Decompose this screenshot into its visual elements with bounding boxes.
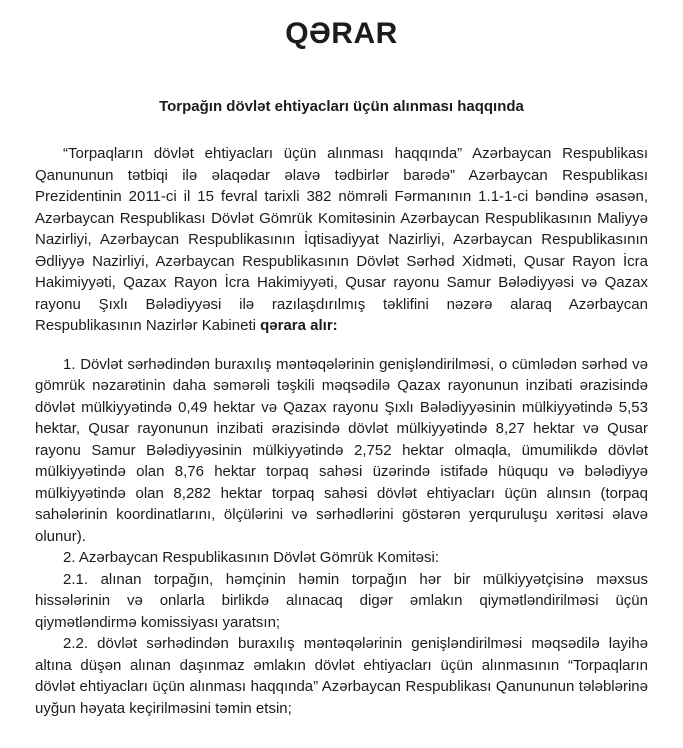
paragraph-2-1: 2.1. alınan torpağın, həmçinin həmin torpağın hər bir mülkiyyətçisinə məxsus hissələrinin və onlarla birlikdə alınacaq digər əmlakın qiymətləndirilməsi üçün qiymətləndirmə komissiyası yaratsın; bbox=[35, 570, 648, 631]
document-subtitle: Torpağın dövlət ehtiyacları üçün alınması haqqında bbox=[159, 98, 524, 115]
document-title: QƏRAR bbox=[285, 17, 398, 50]
intro-paragraph-text: “Torpaqların dövlət ehtiyacları üçün alınması haqqında” Azərbaycan Respublikası Qanununun tətbiqi ilə əlaqədar əlavə tədbirlər barədə” Azərbaycan Respublikası Prezidentinin 2011-ci il 15 fevral tarixli 382 nömrəli Fərmanının 1.1-1-ci bəndinə əsasən, Azərbaycan Respublikası Dövlət Gömrük Komitəsinin Azərbaycan Respublikasının Maliyyə Nazirliyi, Azərbaycan Respublikasının İqtisadiyyat Nazirliyi, Azərbaycan Respublikasının Ədliyyə Nazirliyi, Azərbaycan Respublikasının Dövlət Sərhəd Xidməti, Qusar Rayon İcra Hakimiyyəti, Qazax Rayon İcra Hakimiyyəti, Qusar rayonu Samur Bələdiyyəsi və Qazax rayonu Şıxlı Bələdiyyəsi ilə razılaşdırılmış təklifini nəzərə alaraq Azərbaycan Respublikasının Nazirlər Kabineti bbox=[35, 145, 648, 334]
intro-paragraph-bold-ending: qərara alır: bbox=[260, 317, 338, 334]
paragraph-2: 2. Azərbaycan Respublikasının Dövlət Gömrük Komitəsi: bbox=[63, 549, 440, 566]
intro-paragraph bbox=[35, 143, 648, 337]
paragraph-2-2: 2.2. dövlət sərhədindən buraxılış məntəqələrinin genişləndirilməsi məqsədilə layihə altına düşən alınan daşınmaz əmlakın dövlət ehtiyacları üçün alınmasının “Torpaqların dövlət ehtiyacları üçün alınması haqqında” Azərbaycan Respublikası Qanununun tələblərinə uyğun həyata keçirilməsini təmin etsin; bbox=[35, 635, 648, 717]
paragraph-1: 1. Dövlət sərhədindən buraxılış məntəqələrinin genişləndirilməsi, o cümlədən sərhəd və gömrük nəzarətinin daha səmərəli təşkili məqsədilə Qazax rayonunun inzibati ərazisində dövlət mülkiyyətində 0,49 hektar və Qazax rayonu Şıxlı Bələdiyyəsinin mülkiyyətində 5,53 hektar, Qusar rayonunun inzibati ərazisində dövlət mülkiyyətində 8,27 hektar və Qusar rayonu Samur Bələdiyyəsinin mülkiyyətində 2,752 hektar olmaqla, ümumilikdə dövlət mülkiyyətində olan 8,76 hektar torpaq sahəsi üzərində istifadə hüququ və bələdiyyə mülkiyyətində olan 8,282 hektar torpaq sahəsi dövlət ehtiyacları üçün alınsın (torpaq sahələrinin koordinatlarını, ölçülərini və sərhədlərini göstərən yerquruluşu xəritəsi əlavə olunur). bbox=[35, 355, 648, 545]
document-body bbox=[35, 143, 648, 719]
